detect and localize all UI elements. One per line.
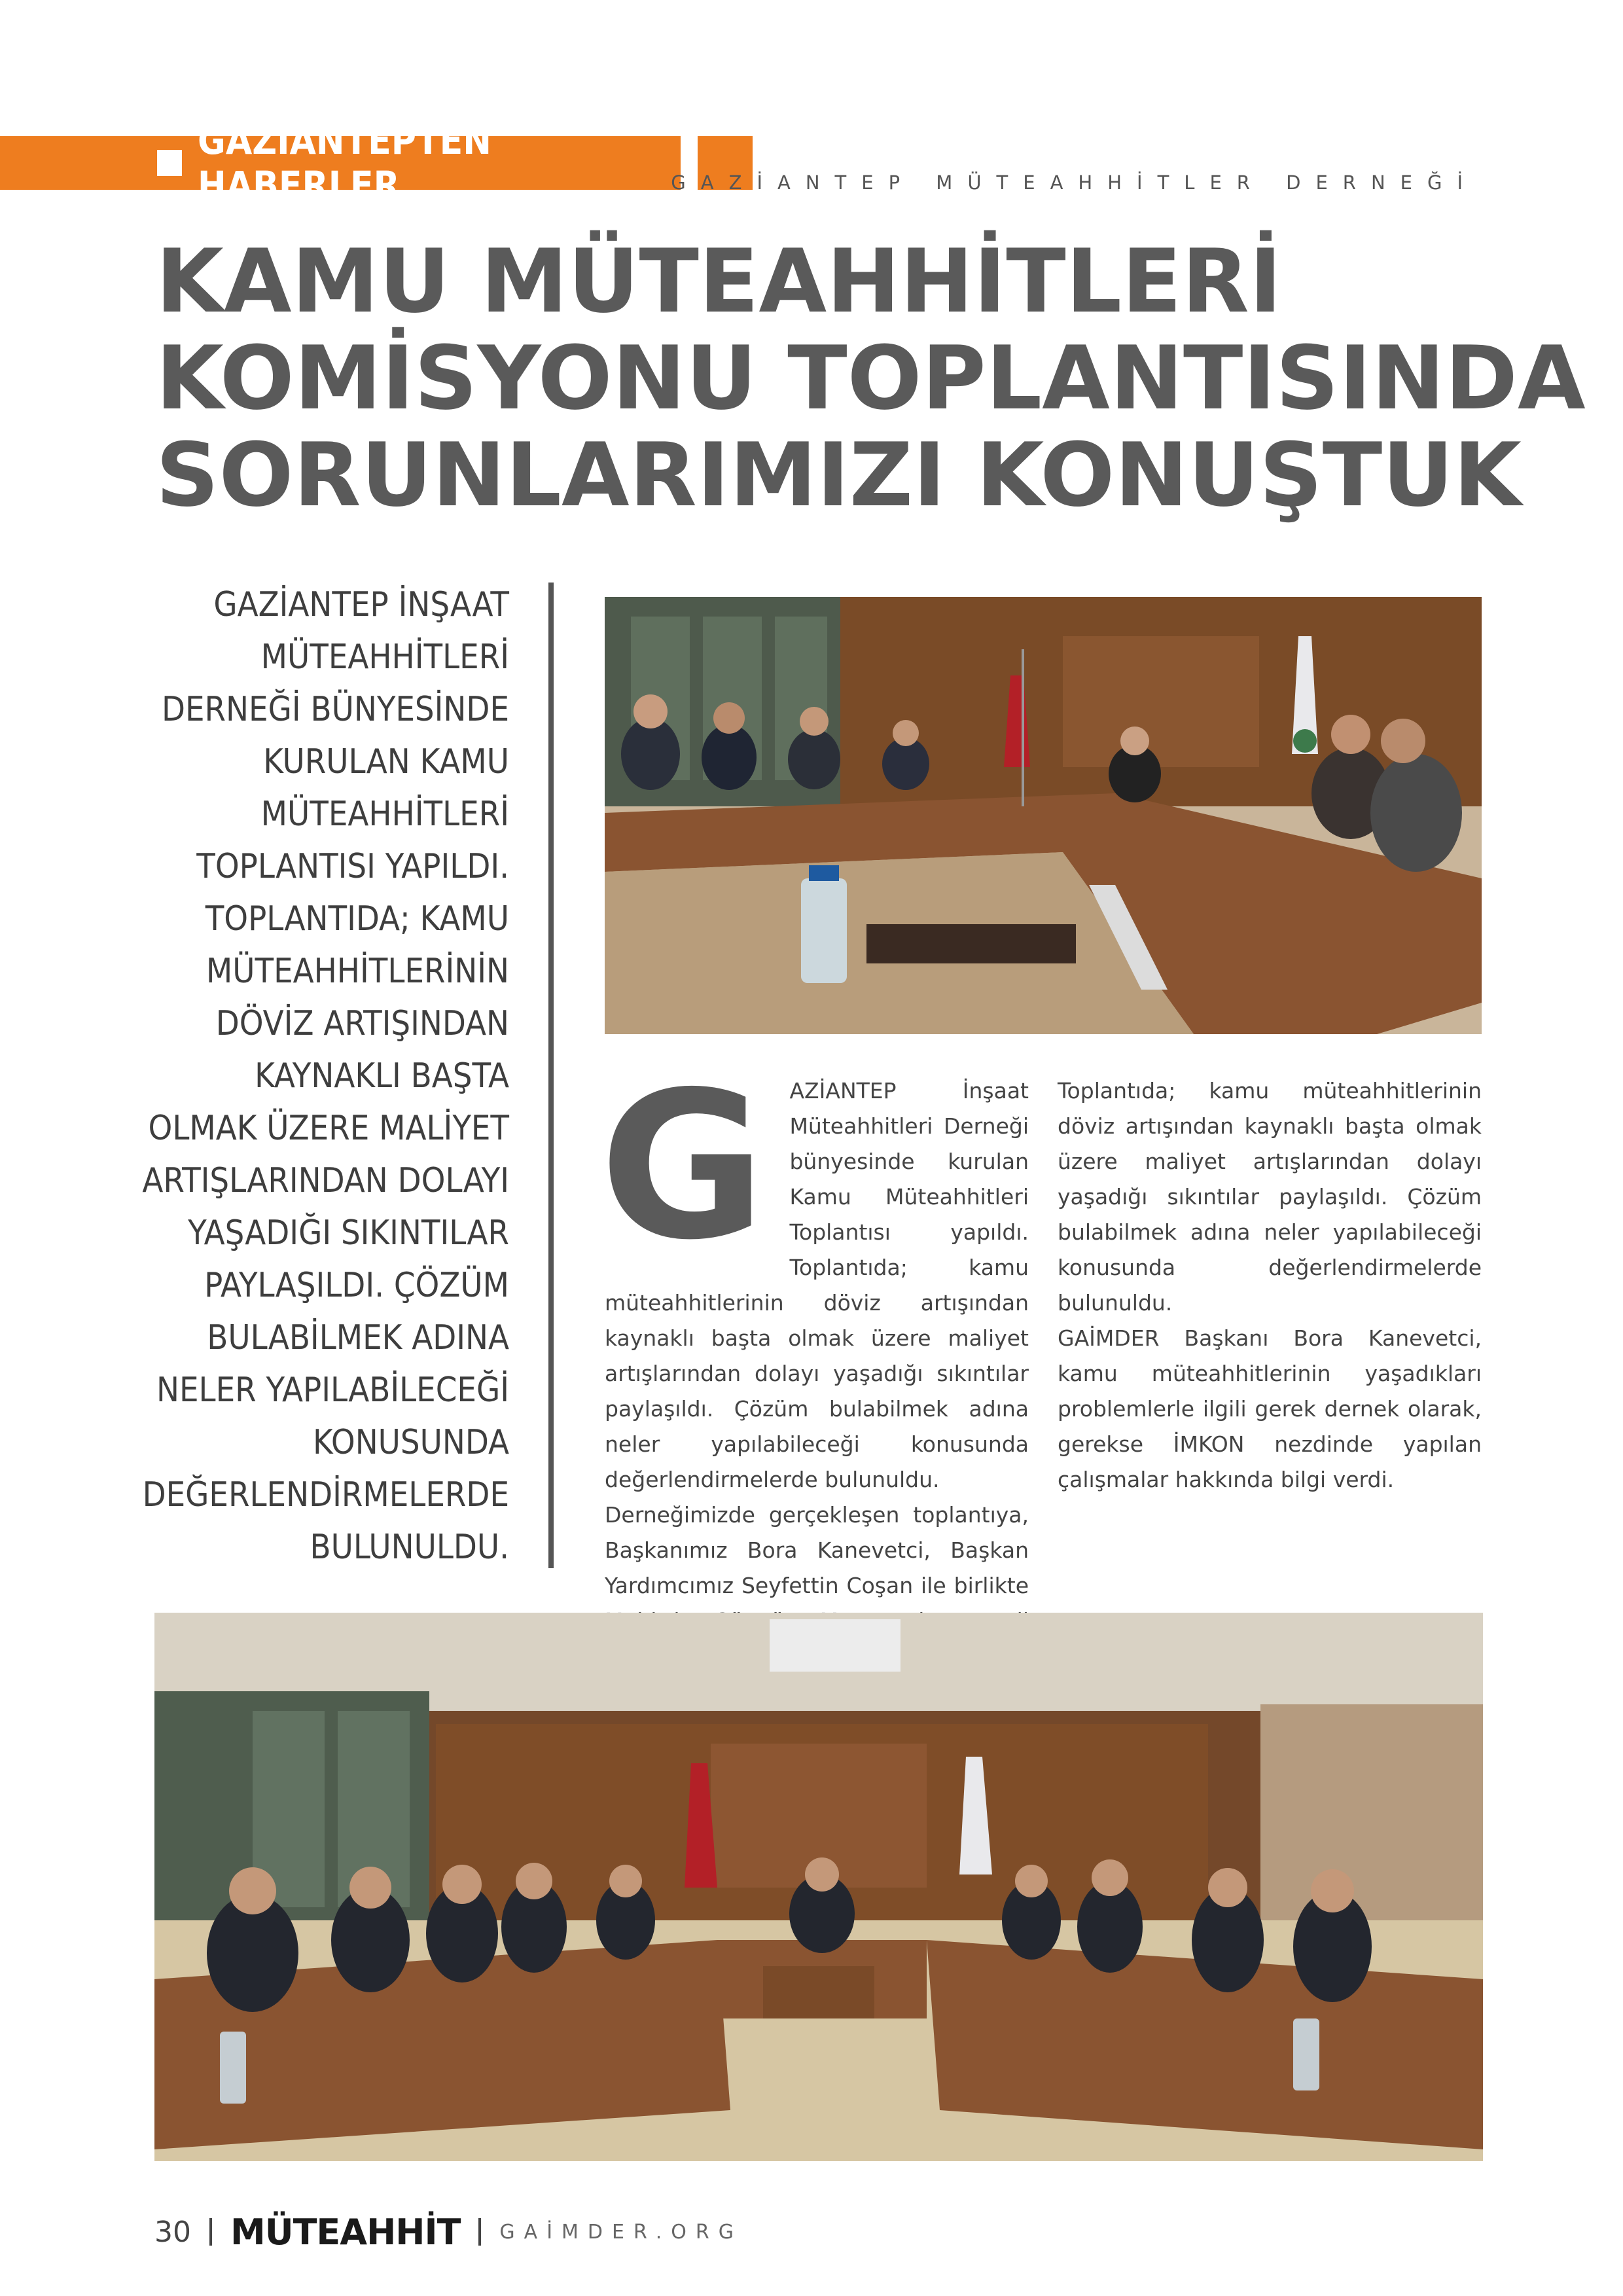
meeting-photo — [605, 597, 1482, 1034]
footer-divider — [209, 2218, 212, 2246]
lead-line: DEĞERLENDİRMELERDE — [142, 1475, 509, 1515]
lead-line: NELER YAPILABİLECEĞİ — [156, 1371, 509, 1410]
meeting-room-photo — [154, 1613, 1483, 2161]
section-header-bar — [0, 118, 681, 207]
lead-line: YAŞADIĞI SIKINTILAR — [188, 1213, 509, 1253]
article-body-column-2 — [1058, 1073, 1482, 1498]
lead-line: GAZİANTEP İNŞAAT — [213, 585, 509, 624]
association-name: GAZİANTEP MÜTEAHHİTLER DERNEĞİ — [671, 171, 1478, 194]
section-label: GAZİANTEPTEN HABERLER — [198, 118, 491, 207]
lead-divider — [548, 583, 554, 1568]
lead-line: KAYNAKLI BAŞTA — [255, 1056, 509, 1096]
lead-line: PAYLAŞILDI. ÇÖZÜM — [204, 1266, 509, 1305]
lead-line: OLMAK ÜZERE MALİYET — [148, 1109, 509, 1148]
page-footer — [154, 2212, 743, 2251]
lead-line: TOPLANTISI YAPILDI. — [196, 847, 509, 886]
article-lead — [131, 579, 509, 1573]
footer-divider — [478, 2218, 481, 2246]
lead-line: DÖVİZ ARTIŞINDAN — [215, 1004, 509, 1043]
magazine-logo: MÜTEAHHİT — [230, 2211, 461, 2253]
lead-line: KONUSUNDA — [313, 1423, 509, 1462]
lead-line: KURULAN KAMU — [263, 742, 509, 781]
page-number: 30 — [154, 2215, 191, 2249]
article-headline — [156, 230, 1586, 526]
headline-line: SORUNLARIMIZI KONUŞTUK — [156, 424, 1522, 526]
headline-line: KOMİSYONU TOPLANTISINDA — [156, 327, 1586, 429]
lead-line: DERNEĞİ BÜNYESİNDE — [161, 690, 509, 729]
square-icon — [157, 150, 182, 176]
body-paragraph: Toplantıda; kamu müteahhitlerinin döviz artışından kaynaklı başta olmak üzere maliyet artışlarından dolayı yaşadığı sıkıntılar paylaşıldı. Çözüm bulabilmek adına neler yapılabileceği konusunda değerlendirmelerde bulunuldu. — [1058, 1078, 1482, 1316]
lead-line: BULUNULDU. — [310, 1528, 509, 1567]
body-paragraph: GAİMDER Başkanı Bora Kanevetci, kamu müteahhitlerinin yaşadıkları problemlerle ilgili gerek dernek olarak, gerekse İMKON nezdinde yapılan çalışmalar hakkında bilgi verdi. — [1058, 1325, 1482, 1492]
body-paragraph: AZİANTEP İnşaat Müteahhitleri Derneği bünyesinde kurulan Kamu Müteahhitleri Toplantısı yapıldı. Toplantıda; kamu müteahhitlerinin döviz artışından kaynaklı başta olmak üzere maliyet artışlarından dolayı yaşadığı sıkıntılar paylaşıldı. Çözüm bulabilmek adına neler yapılabileceği konusunda değerlendirmelerde bulunuldu. — [605, 1078, 1029, 1492]
lead-line: BULABİLMEK ADINA — [207, 1318, 509, 1357]
lead-line: TOPLANTIDA; KAMU — [205, 899, 509, 939]
body-paragraph: Derneğimizde gerçekleşen toplantıya, Başkanımız Bora Kanevetci, Başkan Yardımcımız Seyfettin Coşan ile birlikte — [605, 1502, 1029, 1598]
dropcap: G — [599, 1049, 766, 1285]
lead-line: MÜTEAHHİTLERİ — [260, 637, 509, 677]
lead-line: MÜTEAHHİTLERİNİN — [205, 952, 509, 991]
website-link[interactable]: GAİMDER.ORG — [499, 2220, 743, 2244]
lead-line: MÜTEAHHİTLERİ — [260, 795, 509, 834]
headline-line: KAMU MÜTEAHHİTLERİ — [156, 230, 1282, 332]
lead-line: ARTIŞLARINDAN DOLAYI — [142, 1161, 509, 1200]
